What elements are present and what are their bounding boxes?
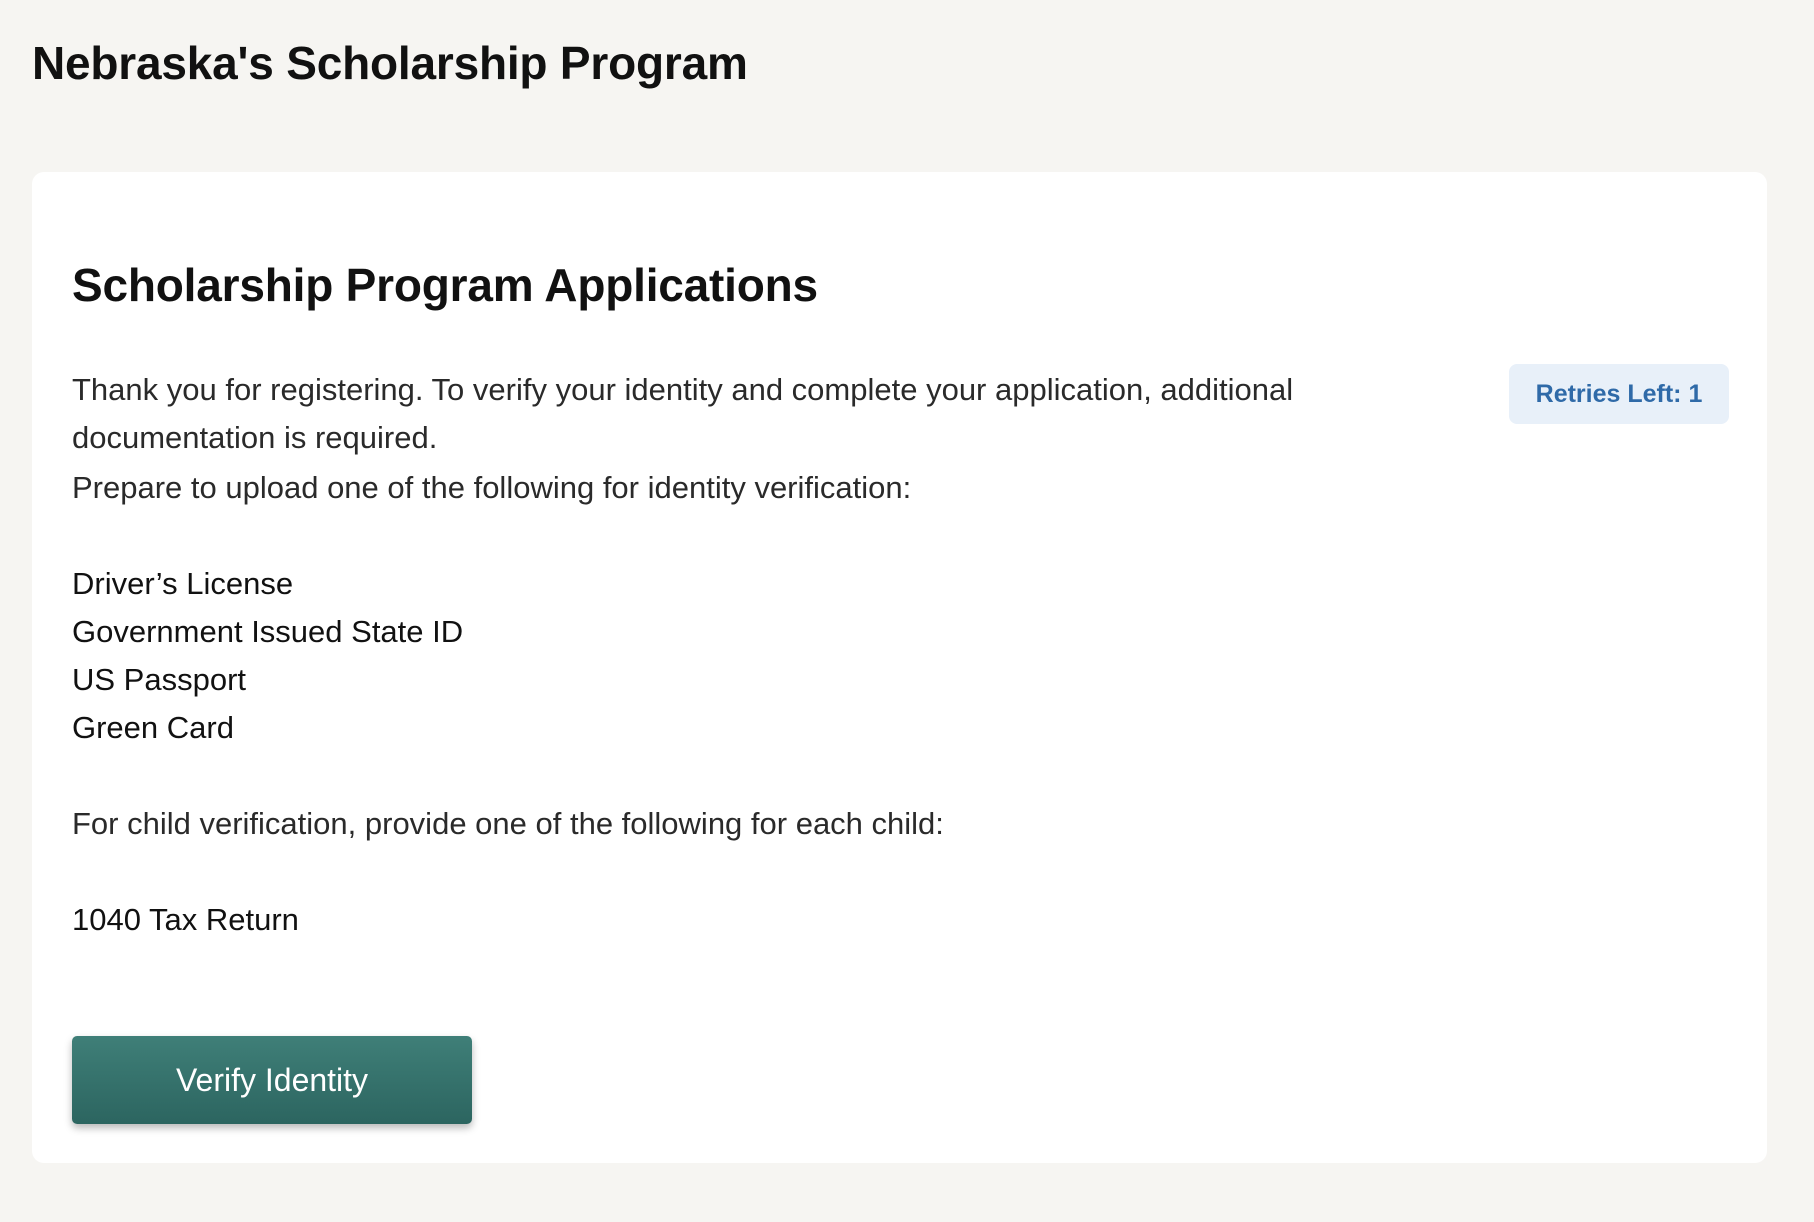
list-item: Driver’s License xyxy=(72,566,294,601)
page-title: Scholarship Program Applications xyxy=(72,259,818,311)
intro-message: Thank you for registering. To verify your identity and complete your application, additional documentation is required. xyxy=(72,372,1294,455)
list-item: Government Issued State ID xyxy=(72,614,464,649)
child-documents-list xyxy=(72,896,299,944)
child-verification-prompt: For child verification, provide one of the following for each child: xyxy=(72,806,944,841)
list-item: 1040 Tax Return xyxy=(72,902,299,937)
list-item: Green Card xyxy=(72,710,234,745)
verify-identity-button[interactable]: Verify Identity xyxy=(72,1036,472,1124)
identity-verification-prompt: Prepare to upload one of the following for identity verification: xyxy=(72,470,912,505)
identity-documents-list xyxy=(72,560,463,752)
list-item: US Passport xyxy=(72,662,247,697)
application-card xyxy=(32,172,1767,1163)
retries-left-badge: Retries Left: 1 xyxy=(1509,364,1729,424)
site-title: Nebraska's Scholarship Program xyxy=(32,37,748,89)
